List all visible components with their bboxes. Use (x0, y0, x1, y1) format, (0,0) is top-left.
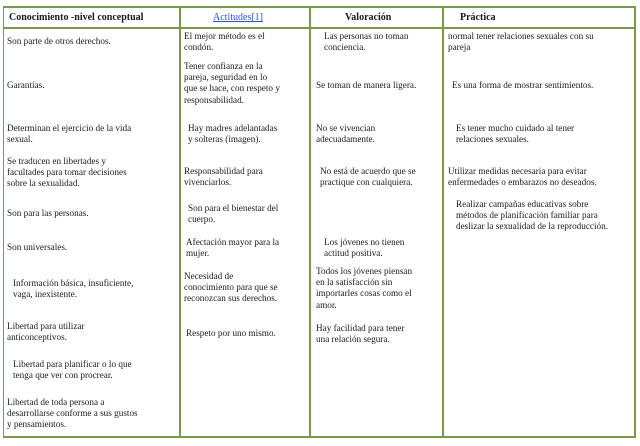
conceptual-item: Determinan el ejercicio de la vida sexual. (7, 123, 132, 145)
practica-item: Es tener mucho cuidado al tener relaciones sexuales. (456, 123, 575, 145)
header-conceptual: Conocimiento -nivel conceptual (9, 12, 144, 23)
valoracion-item: No se vivencian adecuadamente. (316, 123, 376, 145)
conceptual-item: Son universales. (7, 242, 68, 252)
actitudes-item: Afectación mayor para la mujer. (186, 237, 280, 259)
header-actitudes (213, 12, 263, 24)
conceptual-item: Se traducen en libertades y facultades para tomar decisiones sobre la sexualidad. (7, 156, 127, 189)
practica-item: Utilizar medidas necesaria para evitar enfermedades o embarazos no deseados. (448, 166, 597, 188)
left-border (3, 6, 4, 438)
valoracion-item: Hay facilidad para tener una relación segura. (316, 323, 405, 345)
actitudes-item: Hay madres adelantadas y solteras (imagen). (188, 123, 278, 145)
column-divider-1 (179, 6, 181, 438)
conceptual-item: Son parte de otros derechos. (7, 36, 111, 46)
actitudes-link[interactable]: Actitudes[1] (213, 12, 263, 23)
header-valoracion: Valoración (345, 12, 392, 23)
column-divider-3 (442, 6, 444, 438)
column-divider-2 (309, 6, 311, 438)
practica-item: normal tener relaciones sexuales con su pareja (448, 31, 594, 53)
conceptual-item: Información básica, insuficiente, vaga, inexistente. (13, 278, 134, 300)
right-border (634, 6, 636, 438)
practica-item: Es una forma de mostrar sentimientos. (452, 80, 594, 90)
valoracion-item: Se toman de manera ligera. (316, 80, 417, 90)
actitudes-item: El mejor método es el condón. (184, 31, 265, 53)
top-rule (3, 6, 636, 8)
actitudes-item: Son para el bienestar del cuerpo. (188, 203, 279, 225)
valoracion-item: Las personas no toman conciencia. (324, 31, 409, 53)
actitudes-item: Necesidad de conocimiento para que se reconozcan sus derechos. (184, 271, 278, 304)
bottom-rule (3, 436, 636, 438)
conceptual-item: Garantías. (7, 80, 45, 90)
valoracion-item: Todos los jóvenes piensan en la satisfacción sin importarles cosas como el amor. (316, 266, 413, 310)
conceptual-item: Libertad para utilizar anticonceptivos. (7, 321, 85, 343)
valoracion-item: No está de acuerdo que se practique con cualquiera. (320, 166, 416, 188)
actitudes-item: Responsabilidad para vivenciarlos. (184, 166, 263, 188)
conceptual-item: Libertad de toda persona a desarrollarse conforme a sus gustos y pensamientos. (7, 397, 138, 430)
header-practica: Práctica (460, 12, 496, 23)
conceptual-item: Libertad para planificar o lo que tenga que ver con procrear. (13, 359, 132, 381)
header-rule (3, 27, 636, 29)
conceptual-item: Son para las personas. (7, 208, 89, 218)
actitudes-item: Respeto por uno mismo. (186, 328, 276, 338)
actitudes-item: Tener confianza en la pareja, seguridad en lo que se hace, con respeto y responsabilidad. (184, 61, 280, 105)
valoracion-item: Los jóvenes no tienen actitud positiva. (324, 237, 405, 259)
practica-item: Realizar campañas educativas sobre métodos de planificación familiar para deslizar la sexualidad de la reproducción. (456, 199, 609, 232)
